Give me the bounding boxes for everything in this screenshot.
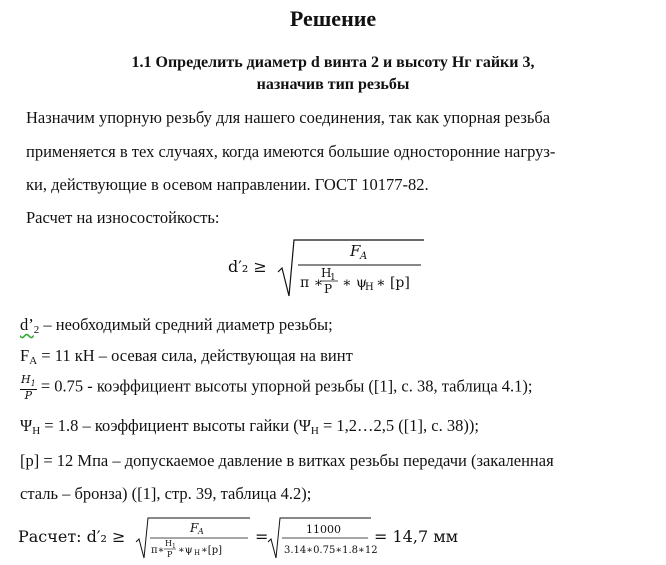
- def-p-line1: [p] = 12 Мпа – допускаемое давление в витках резьбы передачи (закаленная: [20, 451, 554, 470]
- def-psi-symbol-sub: H: [32, 425, 41, 437]
- def-psi-symbol: Ψ: [20, 416, 33, 435]
- def-h1p-text: = 0.75 - коэффициент высоты упорной резьбы ([1], с. 38, таблица 4.1);: [36, 376, 533, 396]
- def-d2-text: – необходимый средний диаметр резьбы;: [39, 315, 333, 334]
- intro-line-2: применяется в тех случаях, когда имеются большие односторонние нагруз-: [26, 142, 556, 161]
- def-fa: [20, 346, 353, 367]
- formula-numerator-sub: A: [360, 251, 368, 262]
- result-eq1: =: [255, 527, 269, 546]
- formula-den-rest-sub: H: [365, 282, 374, 293]
- formula-den-frac-num: H: [321, 266, 332, 280]
- def-d2-symbol-sub: 2: [33, 324, 40, 336]
- def-psi-text-tail: = 1,2…2,5 ([1], с. 38));: [318, 416, 479, 435]
- calc-heading: Расчет на износостойкость:: [26, 208, 220, 227]
- def-psi-text: = 1.8 – коэффициент высоты гайки (Ψ: [40, 416, 311, 435]
- formula-den-rest: ∗ ψ: [342, 275, 367, 291]
- intro-line-3: ки, действующие в осевом направлении. ГОСТ 10177-82.: [26, 175, 429, 194]
- def-h1p-fraction: [20, 374, 37, 401]
- result-v-den: 3.14∗0.75∗1.8∗12: [284, 545, 378, 556]
- def-h1p-den: P: [24, 389, 33, 402]
- result-eq2: = 14,7 мм: [374, 527, 459, 546]
- result-formula: [18, 512, 478, 562]
- def-psi: [20, 416, 479, 437]
- def-fa-symbol-sub: A: [29, 355, 38, 367]
- intro-line-1: Назначим упорную резьбу для нашего соединения, так как упорная резьба: [26, 108, 551, 127]
- def-h1p-num: H: [21, 373, 31, 386]
- result-f-den-frac-num: H: [165, 539, 172, 548]
- task-heading-line1: 1.1 Определить диаметр d винта 2 и высоту Hг гайки 3,: [131, 54, 535, 71]
- result-f-num-sub: A: [198, 527, 204, 536]
- result-f-den-tail: ∗[p]: [201, 545, 223, 556]
- formula-lhs: d′₂ ≥: [228, 257, 267, 276]
- def-h1p: [20, 374, 533, 401]
- result-f-den: π∗: [151, 545, 165, 556]
- wear-resistance-formula: [228, 232, 428, 302]
- result-f-den-rest-sub: H: [194, 549, 201, 557]
- def-p-line2: сталь – бронза) ([1], стр. 39, таблица 4.2);: [20, 484, 312, 503]
- section-title: Решение: [289, 6, 377, 31]
- formula-den-tail: ∗ [p]: [376, 275, 410, 291]
- task-heading-line2: назначив тип резьбы: [256, 76, 410, 93]
- formula-den-frac-num-sub: 1: [330, 273, 336, 283]
- result-label: Расчет: d′₂ ≥: [18, 527, 126, 546]
- result-f-num: F: [190, 521, 199, 535]
- def-fa-text: = 11 кН – осевая сила, действующая на винт: [37, 346, 353, 365]
- def-psi-text-sub: H: [310, 425, 319, 437]
- formula-numerator: F: [350, 242, 361, 260]
- formula-den-frac-den: P: [324, 282, 333, 296]
- def-d2: [20, 315, 333, 336]
- def-h1p-num-sub: 1: [30, 379, 36, 388]
- formula-den-pi: π ∗: [300, 275, 324, 291]
- result-v-num: 11000: [306, 523, 341, 536]
- result-f-den-frac-num-sub: 1: [172, 543, 176, 550]
- def-fa-symbol: F: [20, 346, 30, 365]
- result-f-den-frac-den: P: [167, 550, 173, 559]
- def-d2-symbol: d’: [20, 315, 34, 334]
- result-f-den-rest: ∗ψ: [178, 545, 193, 556]
